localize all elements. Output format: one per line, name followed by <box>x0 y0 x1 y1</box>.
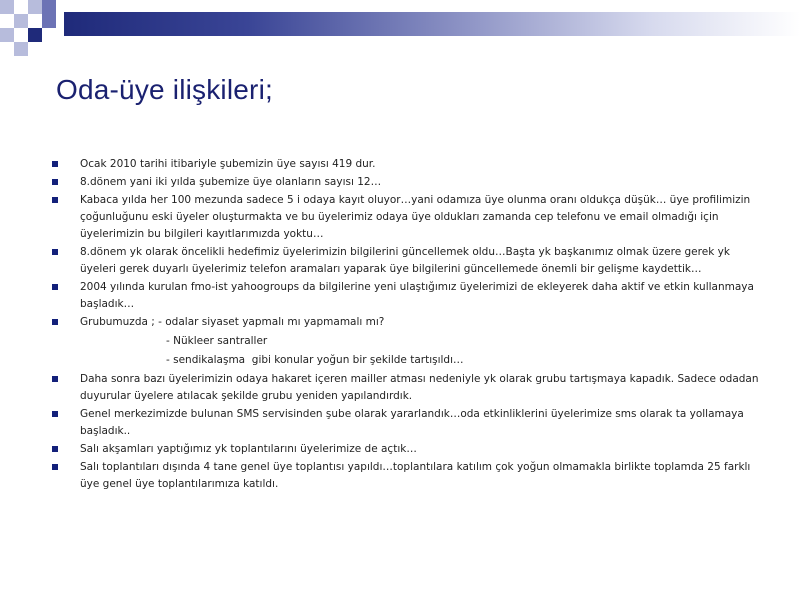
list-item <box>52 314 760 331</box>
list-item-text: 8.dönem yk olarak öncelikli hedefimiz üyelerimizin bilgilerini güncellemek oldu…Başta yk başkanımız olmak üzere gerek yk üyeleri gerek duyarlı üyelerimiz telefon aramaları yaparak üye bilgilerini güncellemede önemli bir gelişme kaydettik… <box>80 246 730 275</box>
list-item <box>52 156 760 173</box>
sub-line: - sendikalaşma gibi konular yoğun bir şekilde tartışıldı… <box>166 354 464 366</box>
decorative-square <box>42 0 56 14</box>
square-bullet-icon <box>52 446 58 452</box>
square-bullet-icon <box>52 464 58 470</box>
list-item-text: Genel merkezimizde bulunan SMS servisinden şube olarak yararlandık…oda etkinliklerini üyelerimize sms olarak ta yollamaya başladık.. <box>80 408 744 437</box>
square-bullet-icon <box>52 249 58 255</box>
decorative-square <box>42 14 56 28</box>
list-item <box>52 441 760 458</box>
square-bullet-icon <box>52 284 58 290</box>
page-title: Oda-üye ilişkileri; <box>56 74 273 105</box>
list-item-text: 8.dönem yani iki yılda şubemize üye olanların sayısı 12… <box>80 176 382 188</box>
list-item <box>52 371 760 405</box>
list-item <box>52 244 760 278</box>
list-item-text: 2004 yılında kurulan fmo-ist yahoogroups da bilgilerine yeni ulaştığımız üyelerimizi de ekleyerek daha aktif ve etkin kullanmaya başladık… <box>80 281 754 310</box>
sub-line: - Nükleer santraller <box>166 335 268 347</box>
decorative-square <box>14 42 28 56</box>
list-item <box>52 174 760 191</box>
decorative-square <box>0 28 14 42</box>
header-gradient-bar <box>64 12 800 36</box>
list-item <box>52 459 760 493</box>
list-item <box>52 192 760 243</box>
list-item-text: Daha sonra bazı üyelerimizin odaya hakaret içeren mailler atması nedeniyle yk olarak grubu tartışmaya kapadık. Sadece odadan duyurular üyelere atılacak şekilde grubu yeniden yapılandırdık. <box>80 373 759 402</box>
list-item-text: Kabaca yılda her 100 mezunda sadece 5 i odaya kayıt oluyor…yani odamıza üye olunma oranı oldukça düşük… üye profilimizin çoğunluğunu eski üyeler oluşturmakta ve bu üyelerimiz odaya üye oldukları zamanda cep telefonu ve email olmadığı için üyelerimizin bu bilgileri kayıtlarımızda yoktu… <box>80 194 751 240</box>
square-bullet-icon <box>52 179 58 185</box>
decorative-square <box>14 14 28 28</box>
list-item-text: Salı akşamları yaptığımız yk toplantılarını üyelerimize de açtık… <box>80 443 417 455</box>
list-item-text: Grubumuzda ; - odalar siyaset yapmalı mı yapmamalı mı? <box>80 316 385 328</box>
decorative-square <box>28 0 42 14</box>
list-item <box>52 406 760 440</box>
square-bullet-icon <box>52 376 58 382</box>
bullet-list <box>52 156 760 494</box>
decorative-square <box>28 28 42 42</box>
square-bullet-icon <box>52 197 58 203</box>
square-bullet-icon <box>52 319 58 325</box>
list-item <box>52 279 760 313</box>
decorative-square <box>0 0 14 14</box>
list-item-text: Ocak 2010 tarihi itibariyle şubemizin üye sayısı 419 dur. <box>80 158 376 170</box>
square-bullet-icon <box>52 161 58 167</box>
square-bullet-icon <box>52 411 58 417</box>
list-item-text: Salı toplantıları dışında 4 tane genel üye toplantısı yapıldı…toplantılara katılım çok yoğun olmamakla birlikte toplamda 25 farklı üye genel üye toplantılarımıza katıldı. <box>80 461 751 490</box>
